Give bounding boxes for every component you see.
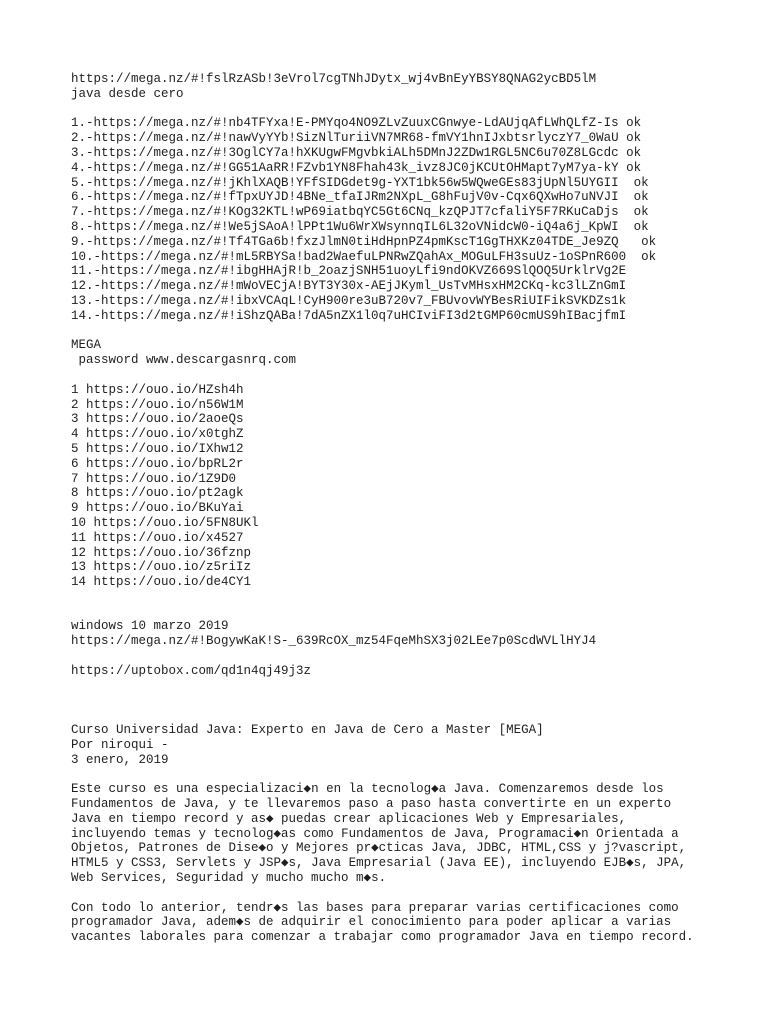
text-line: 3 enero, 2019 — [71, 752, 169, 767]
blank-line — [71, 605, 741, 620]
text-line: 5.-https://mega.nz/#!jKhlXAQB!YFfSIDGdet9g-YXT1bk56w5WQweGEs83jUpNl5UYGII ok — [71, 175, 649, 190]
text-line: 14.-https://mega.nz/#!iShzQABa!7dA5nZX1l0q7uHCIviFI3d2tGMP60cmUS9hIBacjfmI — [71, 308, 627, 323]
document-text — [71, 72, 741, 945]
text-line: Objetos, Patrones de Dise◆o y Mejores pr◆cticas Java, JDBC, HTML,CSS y j?vascript, — [71, 841, 687, 856]
text-line: 11.-https://mega.nz/#!ibgHHAjR!b_2oazjSNH51uoyLfi9ndOKVZ669SlQOQ5UrklrVg2E — [71, 264, 627, 279]
blank-line — [71, 368, 741, 383]
blank-line — [71, 649, 741, 664]
text-line: Java en tiempo record y as◆ puedas crear aplicaciones Web y Empresariales, — [71, 811, 627, 826]
text-line: 2 https://ouo.io/n56W1M — [71, 397, 244, 412]
text-line: 9.-https://mega.nz/#!Tf4TGa6b!fxzJlmN0tiHdHpnPZ4pmKscT1GgTHXKz04TDE_Je9ZQ ok — [71, 234, 657, 249]
text-line: password www.descargasnrq.com — [71, 353, 297, 368]
text-line: 1.-https://mega.nz/#!nb4TFYxa!E-PMYqo4NO9ZLvZuuxCGnwye-LdAUjqAfLWhQLfZ-Is ok — [71, 116, 642, 131]
blank-line — [71, 693, 741, 708]
text-line: 13 https://ouo.io/z5riIz — [71, 560, 252, 575]
text-line: https://mega.nz/#!fslRzASb!3eVrol7cgTNhJDytx_wj4vBnEyYBSY8QNAG2ycBD5lM — [71, 72, 597, 86]
text-line: 7.-https://mega.nz/#!KOg32KTL!wP69iatbqYC5Gt6CNq_kzQPJT7cfaliY5F7RKuCaDjs ok — [71, 205, 649, 220]
text-line: 6.-https://mega.nz/#!fTpxUYJD!4BNe_tfaIJRm2NXpL_G8hFujV0v-Cqx6QXwHo7uNVJI ok — [71, 190, 649, 205]
blank-line — [71, 102, 741, 117]
text-line: 2.-https://mega.nz/#!nawVyYYb!SizNlTuriiVN7MR68-fmVY1hnIJxbtsrlyczY7_0WaU ok — [71, 131, 642, 146]
text-line: 3.-https://mega.nz/#!3OglCY7a!hXKUgwFMgvbkiALh5DMnJ2ZDw1RGL5NC6u70Z8LGcdc ok — [71, 145, 642, 160]
text-line: vacantes laborales para comenzar a trabajar como programador Java en tiempo record. — [71, 930, 694, 945]
text-line: HTML5 y CSS3, Servlets y JSP◆s, Java Empresarial (Java EE), incluyendo EJB◆s, JPA, — [71, 856, 687, 871]
blank-line — [71, 886, 741, 901]
text-line: 8 https://ouo.io/pt2agk — [71, 486, 244, 501]
blank-line — [71, 324, 741, 339]
text-line: windows 10 marzo 2019 — [71, 619, 229, 634]
text-line: 4 https://ouo.io/x0tghZ — [71, 427, 244, 442]
text-line: 4.-https://mega.nz/#!GG51AaRR!FZvb1YN8Fhah43k_ivz8JC0jKCUtOHMapt7yM7ya-kY ok — [71, 160, 642, 175]
text-line: 11 https://ouo.io/x4527 — [71, 530, 244, 545]
text-line: https://mega.nz/#!BogywKaK!S-_639RcOX_mz54FqeMhSX3j02LEe7p0ScdWVLlHYJ4 — [71, 634, 597, 649]
text-line: programador Java, adem◆s de adquirir el conocimiento para poder aplicar a varias — [71, 915, 672, 930]
text-line: 8.-https://mega.nz/#!We5jSAoA!lPPt1Wu6WrXWsynnqIL6L32oVNidcW0-iQ4a6j_KpWI ok — [71, 219, 649, 234]
text-line: Web Services, Seguridad y mucho mucho m◆s. — [71, 871, 387, 886]
blank-line — [71, 590, 741, 605]
text-line: Curso Universidad Java: Experto en Java de Cero a Master [MEGA] — [71, 723, 544, 738]
text-line: Fundamentos de Java, y te llevaremos paso a paso hasta convertirte en un experto — [71, 797, 672, 812]
blank-line — [71, 679, 741, 694]
text-line: 13.-https://mega.nz/#!ibxVCAqL!CyH900re3uB720v7_FBUvovWYBesRiUIFikSVKDZs1k — [71, 293, 627, 308]
text-line: java desde cero — [71, 86, 184, 101]
text-line: Con todo lo anterior, tendr◆s las bases para preparar varias certificaciones como — [71, 900, 679, 915]
text-line: 12.-https://mega.nz/#!mWoVECjA!BYT3Y30x-AEjJKyml_UsTvMHsxHM2CKq-kc3lLZnGmI — [71, 279, 627, 294]
text-line: 7 https://ouo.io/1Z9D0 — [71, 471, 237, 486]
text-line: 1 https://ouo.io/HZsh4h — [71, 382, 244, 397]
text-line: 10.-https://mega.nz/#!mL5RBYSa!bad2WaefuLPNRwZQahAx_MOGuLFH3suUz-1oSPnR600 ok — [71, 249, 657, 264]
text-line: https://uptobox.com/qd1n4qj49j3z — [71, 663, 312, 678]
text-line: 5 https://ouo.io/IXhw12 — [71, 441, 244, 456]
text-line: 9 https://ouo.io/BKuYai — [71, 501, 244, 516]
text-line: 10 https://ouo.io/5FN8UKl — [71, 515, 259, 530]
text-line: 6 https://ouo.io/bpRL2r — [71, 456, 244, 471]
text-line: 12 https://ouo.io/36fznp — [71, 545, 252, 560]
text-line: Este curso es una especializaci◆n en la tecnolog◆a Java. Comenzaremos desde los — [71, 782, 664, 797]
text-line: 3 https://ouo.io/2aoeQs — [71, 412, 244, 427]
text-line: incluyendo temas y tecnolog◆as como Fundamentos de Java, Programaci◆n Orientada a — [71, 826, 679, 841]
text-line: Por niroqui - — [71, 737, 169, 752]
text-line: MEGA — [71, 338, 102, 353]
blank-line — [71, 708, 741, 723]
text-line: 14 https://ouo.io/de4CY1 — [71, 575, 252, 590]
blank-line — [71, 767, 741, 782]
